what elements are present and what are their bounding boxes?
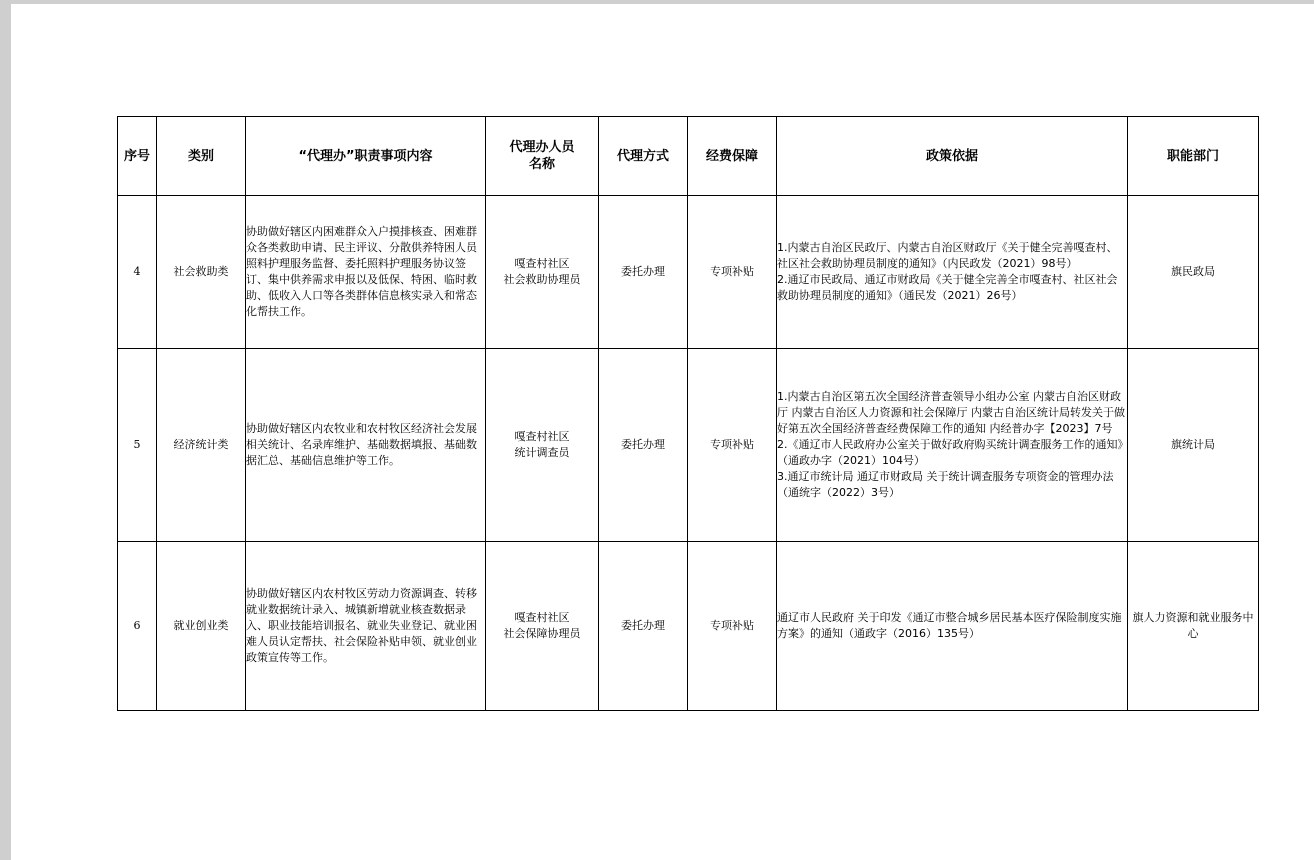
cell-content: 协助做好辖区内农牧业和农村牧区经济社会发展相关统计、名录库维护、基础数据填报、基础数据汇总、基础信息维护等工作。 [246,349,486,542]
cell-method: 委托办理 [599,196,688,349]
cell-category: 社会救助类 [157,196,246,349]
cell-policy: 1.内蒙古自治区第五次全国经济普查领导小组办公室 内蒙古自治区财政厅 内蒙古自治区人力资源和社会保障厅 内蒙古自治区统计局转发关于做好第五次全国经济普查经费保障工作的通知 内经普办字【2023】7号 2.《通辽市人民政府办公室关于做好政府购买统计调查服务工作的通知》（通政办字（2021）104号） 3.通辽市统计局 通辽市财政局 关于统计调查服务专项资金的管理办法（通统字（2022）3号） [777,349,1128,542]
header-department: 职能部门 [1128,117,1259,196]
cell-seq: 4 [118,196,157,349]
header-seq: 序号 [118,117,157,196]
header-content: “代理办”职责事项内容 [246,117,486,196]
header-funding: 经费保障 [688,117,777,196]
document-page [11,4,1314,860]
table-row [118,542,1259,711]
duty-table [117,116,1259,711]
cell-seq: 6 [118,542,157,711]
cell-category: 经济统计类 [157,349,246,542]
cell-staff: 嘎查村社区 统计调查员 [486,349,599,542]
cell-content: 协助做好辖区内困难群众入户摸排核查、困难群众各类救助申请、民主评议、分散供养特困人员照料护理服务监督、委托照料护理服务协议签订、集中供养需求申报以及低保、特困、临时救助、低收入人口等各类群体信息核实录入和常态化帮扶工作。 [246,196,486,349]
cell-staff: 嘎查村社区 社会救助协理员 [486,196,599,349]
cell-method: 委托办理 [599,349,688,542]
cell-department: 旗民政局 [1128,196,1259,349]
table-row [118,349,1259,542]
header-method: 代理方式 [599,117,688,196]
cell-funding: 专项补贴 [688,542,777,711]
cell-funding: 专项补贴 [688,196,777,349]
cell-policy: 1.内蒙古自治区民政厅、内蒙古自治区财政厅《关于健全完善嘎查村、社区社会救助协理员制度的通知》（内民政发（2021）98号） 2.通辽市民政局、通辽市财政局《关于健全完善全市嘎查村、社区社会救助协理员制度的通知》（通民发（2021）26号） [777,196,1128,349]
cell-funding: 专项补贴 [688,349,777,542]
cell-method: 委托办理 [599,542,688,711]
cell-seq: 5 [118,349,157,542]
cell-content: 协助做好辖区内农村牧区劳动力资源调查、转移就业数据统计录入、城镇新增就业核查数据录入、职业技能培训报名、就业失业登记、就业困难人员认定帮扶、社会保险补贴申领、就业创业政策宣传等工作。 [246,542,486,711]
cell-staff: 嘎查村社区 社会保障协理员 [486,542,599,711]
cell-department: 旗人力资源和就业服务中心 [1128,542,1259,711]
cell-department: 旗统计局 [1128,349,1259,542]
table-row [118,196,1259,349]
table-header-row [118,117,1259,196]
header-staff: 代理办人员 名称 [486,117,599,196]
header-policy: 政策依据 [777,117,1128,196]
cell-policy: 通辽市人民政府 关于印发《通辽市整合城乡居民基本医疗保险制度实施方案》的通知（通政字（2016）135号） [777,542,1128,711]
cell-category: 就业创业类 [157,542,246,711]
header-category: 类别 [157,117,246,196]
